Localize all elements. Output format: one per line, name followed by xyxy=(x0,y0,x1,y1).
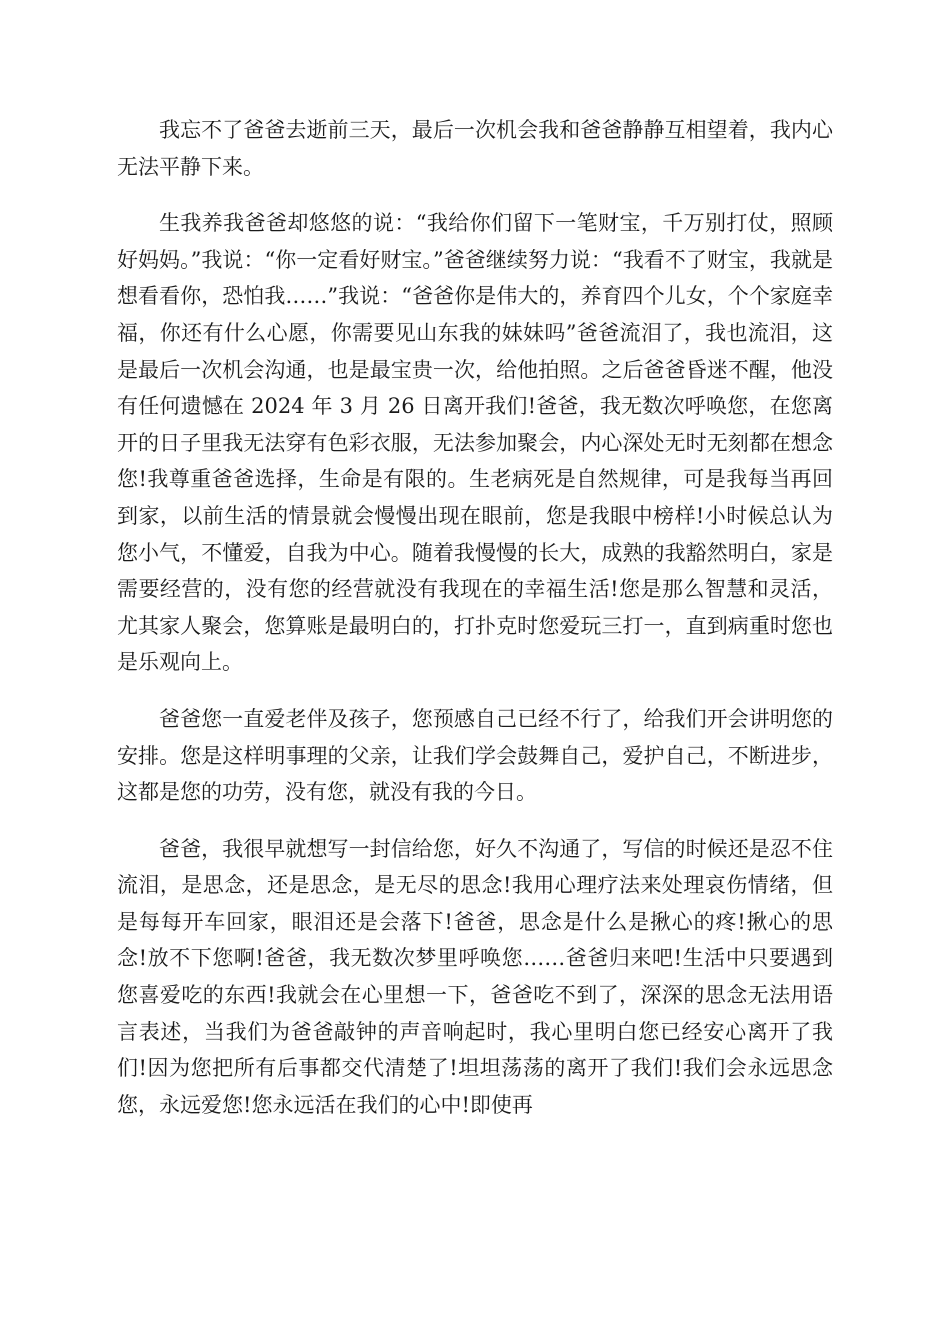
paragraph-2: 生我养我爸爸却悠悠的说：“我给你们留下一笔财宝，千万别打仗，照顾好妈妈。”我说：“你一定看好财宝。”爸爸继续努力说：“我看不了财宝，我就是想看看你，恐怕我……”我说：“爸爸你是伟大的，养育四个儿女，个个家庭幸福，你还有什么心愿，你需要见山东我的妹妹吗”爸爸流泪了，我也流泪，这是最后一次机会沟通，也是最宝贵一次，给他拍照。之后爸爸昏迷不醒，他没有任何遗憾在 2024 年 3 月 26 日离开我们!爸爸，我无数次呼唤您，在您离开的日子里我无法穿有色彩衣服，无法参加聚会，内心深处无时无刻都在想念您!我尊重爸爸选择，生命是有限的。生老病死是自然规律，可是我每当再回到家，以前生活的情景就会慢慢出现在眼前，您是我眼中榜样!小时候总认为您小气，不懂爱，自我为中心。随着我慢慢的长大，成熟的我豁然明白，家是需要经营的，没有您的经营就没有我现在的幸福生活!您是那么智慧和灵活，尤其家人聚会，您算账是最明白的，打扑克时您爱玩三打一，直到病重时您也是乐观向上。 xyxy=(117,211,833,675)
document-body xyxy=(117,112,833,1143)
paragraph-4: 爸爸，我很早就想写一封信给您，好久不沟通了，写信的时候还是忍不住流泪，是思念，还是思念，是无尽的思念!我用心理疗法来处理哀伤情绪，但是每每开车回家，眼泪还是会落下!爸爸，思念是什么是揪心的疼!揪心的思念!放不下您啊!爸爸，我无数次梦里呼唤您……爸爸归来吧!生活中只要遇到您喜爱吃的东西!我就会在心里想一下，爸爸吃不到了，深深的思念无法用语言表述，当我们为爸爸敲钟的声音响起时，我心里明白您已经安心离开了我们!因为您把所有后事都交代清楚了!坦坦荡荡的离开了我们!我们会永远思念您，永远爱您!您永远活在我们的心中!即使再 xyxy=(117,836,833,1117)
paragraph-1: 我忘不了爸爸去逝前三天，最后一次机会我和爸爸静静互相望着，我内心无法平静下来。 xyxy=(117,118,833,179)
paragraph-3: 爸爸您一直爱老伴及孩子，您预感自己已经不行了，给我们开会讲明您的安排。您是这样明事理的父亲，让我们学会鼓舞自己，爱护自己，不断进步，这都是您的功劳，没有您，就没有我的今日。 xyxy=(117,706,833,805)
